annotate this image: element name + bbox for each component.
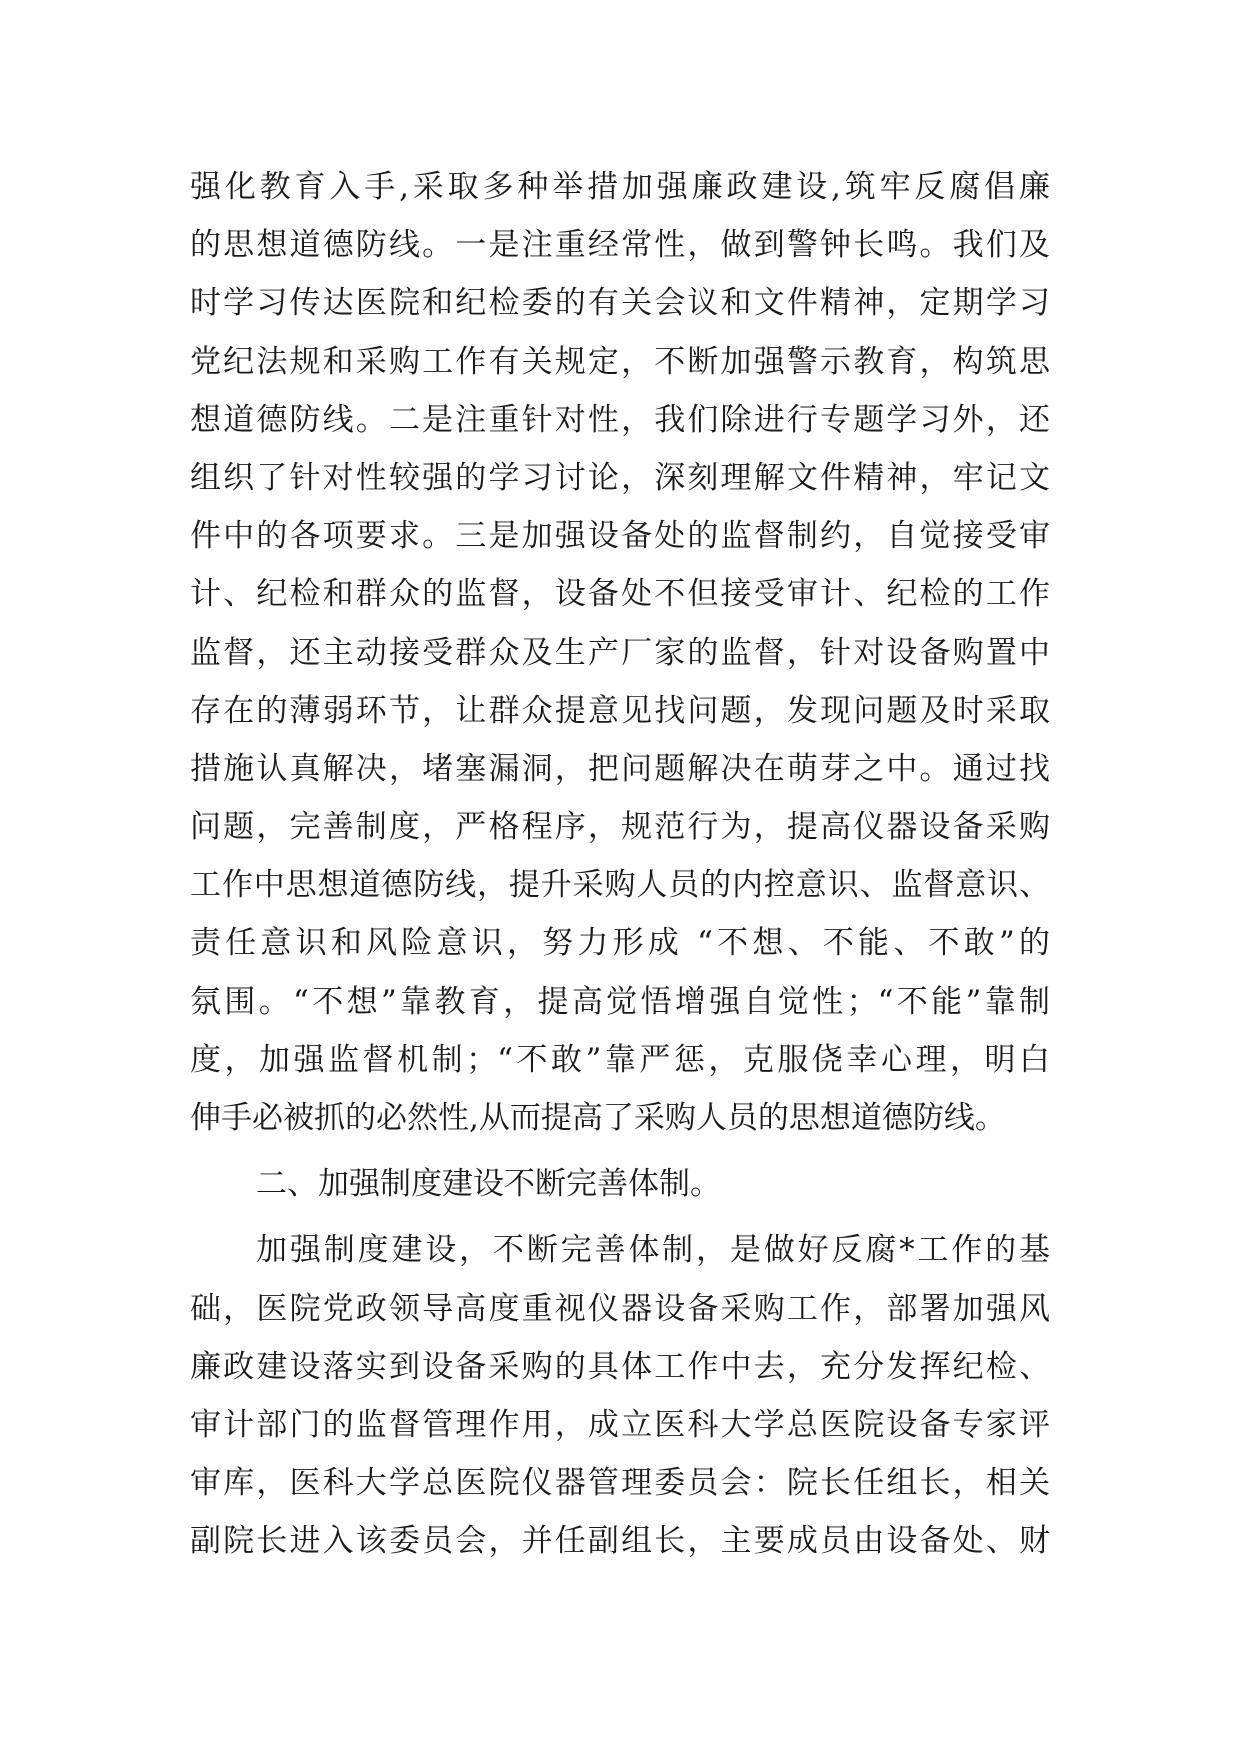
body-text <box>190 158 1050 1571</box>
text-line: 强化教育入手,采取多种举措加强廉政建设,筑牢反腐倡廉 <box>190 169 1050 205</box>
text-line: 的思想道德防线。一是注重经常性，做到警钟长鸣。我们及 <box>190 227 1050 264</box>
text-line: 加强制度建设，不断完善体制，是做好反腐*工作的基 <box>256 1232 1050 1269</box>
text-line: 计、纪检和群众的监督，设备处不但接受审计、纪检的工作 <box>190 576 1050 613</box>
text-line: 工作中思想道德防线，提升采购人员的内控意识、监督意识、 <box>190 867 1050 904</box>
text-line: 措施认真解决，堵塞漏洞，把问题解决在萌芽之中。通过找 <box>190 750 1050 787</box>
section-heading <box>190 1155 1050 1213</box>
text-line: 审计部门的监督管理作用，成立医科大学总医院设备专家评 <box>190 1406 1050 1443</box>
paragraph-system <box>190 1221 1050 1570</box>
text-line: 想道德防线。二是注重针对性，我们除进行专题学习外，还 <box>190 401 1050 438</box>
text-line: 组织了针对性较强的学习讨论，深刻理解文件精神，牢记文 <box>190 459 1050 496</box>
text-line: 责任意识和风险意识，努力形成 “不想、不能、不敢”的 <box>190 925 1050 962</box>
section-heading-text: 二、加强制度建设不断完善体制。 <box>256 1166 721 1203</box>
paragraph-education <box>190 158 1050 1147</box>
text-line: 件中的各项要求。三是加强设备处的监督制约，自觉接受审 <box>190 518 1050 555</box>
text-line: 监督，还主动接受群众及生产厂家的监督，针对设备购置中 <box>190 634 1050 671</box>
text-line: 存在的薄弱环节，让群众提意见找问题，发现问题及时采取 <box>190 692 1050 729</box>
text-line: 伸手必被抓的必然性,从而提高了采购人员的思想道德防线。 <box>190 1100 1006 1136</box>
text-line: 度，加强监督机制；“不敢”靠严惩，克服侥幸心理，明白 <box>190 1041 1050 1078</box>
text-line: 党纪法规和采购工作有关规定，不断加强警示教育，构筑思 <box>190 343 1050 380</box>
text-line: 廉政建设落实到设备采购的具体工作中去，充分发挥纪检、 <box>190 1348 1050 1385</box>
text-line: 问题，完善制度，严格程序，规范行为，提高仪器设备采购 <box>190 809 1050 846</box>
text-line: 氛围。“不想”靠教育，提高觉悟增强自觉性；“不能”靠制 <box>190 983 1050 1020</box>
text-line: 副院长进入该委员会，并任副组长，主要成员由设备处、财 <box>190 1523 1050 1560</box>
text-line: 审库，医科大学总医院仪器管理委员会：院长任组长，相关 <box>190 1465 1050 1502</box>
text-line: 时学习传达医院和纪检委的有关会议和文件精神，定期学习 <box>190 285 1050 322</box>
text-line: 础，医院党政领导高度重视仪器设备采购工作，部署加强风 <box>190 1290 1050 1327</box>
